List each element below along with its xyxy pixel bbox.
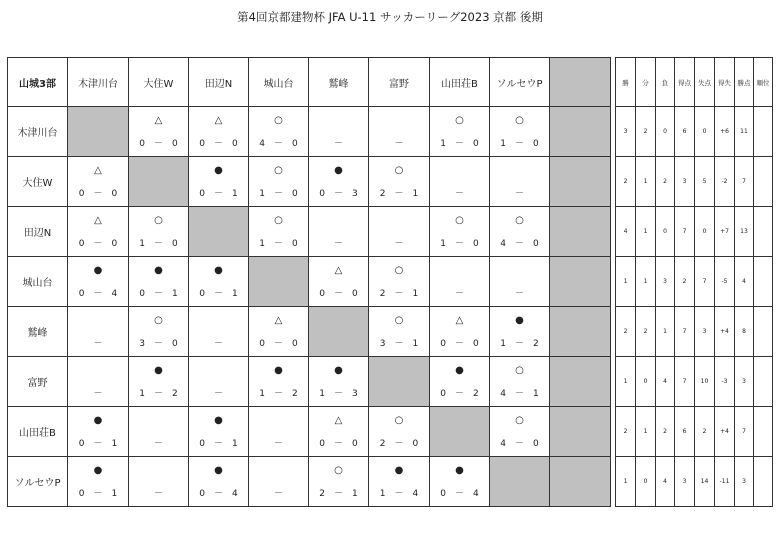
standings-row: [616, 107, 773, 157]
blank-cell: [550, 357, 611, 407]
stat-cell: 7: [675, 207, 695, 257]
result-mark: △: [94, 215, 102, 226]
match-cell: [68, 257, 129, 307]
team-row-label: 鷲峰: [8, 307, 68, 357]
result-mark: ●: [93, 465, 103, 476]
result-mark: ○: [274, 115, 283, 126]
standings-row: [616, 457, 773, 507]
result-mark: △: [274, 315, 283, 326]
match-score: 0 － 1: [199, 189, 238, 199]
match-score: 0 － 1: [78, 489, 118, 499]
match-score: 1 － 2: [139, 389, 178, 399]
team-column-header: 大住W: [129, 58, 189, 107]
stat-cell: [754, 407, 773, 457]
result-mark: ○: [515, 415, 524, 426]
result-mark: ●: [455, 465, 464, 476]
self-match-cell: [369, 357, 430, 407]
stat-cell: 8: [735, 307, 754, 357]
match-cell: [369, 307, 430, 357]
match-score: －: [394, 139, 404, 149]
result-mark: ●: [274, 365, 283, 376]
match-score: －: [454, 289, 464, 299]
match-score: 1 － 2: [259, 389, 298, 399]
stat-cell: -11: [715, 457, 735, 507]
result-mark: ●: [334, 165, 343, 176]
result-mark: ○: [455, 215, 464, 226]
result-mark: ○: [334, 465, 343, 476]
match-cell: [369, 407, 430, 457]
match-cell: [430, 107, 490, 157]
result-mark: △: [154, 115, 163, 126]
result-mark: ○: [394, 315, 404, 326]
team-row: [8, 307, 611, 357]
standings-row: [616, 207, 773, 257]
stat-cell: 4: [616, 207, 636, 257]
stat-cell: 7: [695, 257, 715, 307]
stat-header: 得失: [715, 58, 735, 107]
stat-cell: 3: [656, 257, 675, 307]
stat-cell: 2: [636, 307, 656, 357]
stat-header: 負: [656, 58, 675, 107]
match-score: 0 － 0: [319, 439, 358, 449]
match-cell: [68, 307, 129, 357]
match-score: －: [333, 139, 343, 149]
match-score: 0 － 1: [199, 289, 238, 299]
match-cell: [490, 157, 550, 207]
match-cell: [309, 357, 369, 407]
stat-cell: 1: [636, 407, 656, 457]
result-mark: △: [214, 115, 223, 126]
match-cell: [309, 107, 369, 157]
stat-cell: -2: [715, 157, 735, 207]
team-row: [8, 457, 611, 507]
self-match-cell: [309, 307, 369, 357]
stat-cell: 4: [735, 257, 754, 307]
match-cell: [430, 257, 490, 307]
match-cell: [129, 407, 189, 457]
match-score: 0 － 0: [199, 139, 238, 149]
result-mark: ●: [214, 165, 223, 176]
stat-cell: [754, 457, 773, 507]
stat-cell: 2: [656, 407, 675, 457]
team-column-header: 鷲峰: [309, 58, 369, 107]
match-cell: [369, 257, 430, 307]
standings-table: [615, 57, 773, 507]
match-score: 0 － 0: [440, 339, 479, 349]
stat-cell: 6: [675, 107, 695, 157]
result-mark: ○: [394, 265, 404, 276]
stat-cell: 2: [616, 157, 636, 207]
match-score: 2 － 0: [379, 439, 419, 449]
match-cell: [309, 257, 369, 307]
match-score: 0 － 4: [440, 489, 479, 499]
stat-cell: 0: [656, 207, 675, 257]
result-mark: ●: [334, 365, 343, 376]
match-cell: [129, 357, 189, 407]
blank-cell: [550, 157, 611, 207]
match-score: －: [333, 239, 343, 249]
stat-cell: 0: [695, 207, 715, 257]
result-mark: △: [334, 415, 343, 426]
match-cell: [369, 457, 430, 507]
stat-cell: 3: [616, 107, 636, 157]
team-row: [8, 157, 611, 207]
match-score: 1 － 2: [500, 339, 539, 349]
team-row-label: 城山台: [8, 257, 68, 307]
match-cell: [490, 357, 550, 407]
stat-cell: 1: [616, 357, 636, 407]
stat-cell: 7: [735, 157, 754, 207]
match-cell: [189, 457, 249, 507]
blank-cell: [550, 457, 611, 507]
result-mark: ○: [154, 315, 163, 326]
match-score: 1 － 4: [379, 489, 419, 499]
match-score: 3 － 1: [379, 339, 419, 349]
result-mark: ●: [154, 365, 163, 376]
standings-row: [616, 407, 773, 457]
stat-header: 得点: [675, 58, 695, 107]
result-mark: ●: [214, 465, 223, 476]
result-mark: ○: [455, 115, 464, 126]
result-mark: ○: [515, 115, 524, 126]
match-score: －: [514, 189, 524, 199]
match-cell: [490, 207, 550, 257]
match-cell: [249, 357, 309, 407]
stat-cell: 2: [675, 257, 695, 307]
match-score: 1 － 0: [440, 239, 479, 249]
match-score: －: [153, 489, 163, 499]
result-mark: ○: [274, 215, 283, 226]
result-mark: △: [455, 315, 464, 326]
match-cell: [129, 457, 189, 507]
stat-cell: 2: [636, 107, 656, 157]
self-match-cell: [490, 457, 550, 507]
match-score: 0 － 2: [440, 389, 479, 399]
match-score: －: [394, 239, 404, 249]
stat-cell: 0: [695, 107, 715, 157]
self-match-cell: [189, 207, 249, 257]
match-score: 2 － 1: [319, 489, 358, 499]
match-cell: [430, 457, 490, 507]
result-mark: ●: [515, 315, 524, 326]
stat-cell: 2: [616, 407, 636, 457]
match-cell: [68, 457, 129, 507]
result-mark: ○: [394, 165, 404, 176]
result-mark: △: [94, 165, 102, 176]
stat-cell: 4: [656, 457, 675, 507]
self-match-cell: [430, 407, 490, 457]
match-cell: [309, 157, 369, 207]
match-score: 4 － 0: [259, 139, 298, 149]
stat-cell: 1: [616, 257, 636, 307]
match-cell: [309, 207, 369, 257]
page-title: 第4回京都建物杯 JFA U-11 サッカーリーグ2023 京都 後期: [237, 10, 543, 24]
standings-row: [616, 307, 773, 357]
result-mark: ●: [394, 465, 404, 476]
stat-cell: 3: [695, 307, 715, 357]
team-row-label: 富野: [8, 357, 68, 407]
self-match-cell: [68, 107, 129, 157]
result-mark: ○: [154, 215, 163, 226]
blank-cell: [550, 257, 611, 307]
match-cell: [249, 457, 309, 507]
stat-cell: +4: [715, 307, 735, 357]
match-score: －: [514, 289, 524, 299]
match-cell: [249, 157, 309, 207]
blank-cell: [550, 207, 611, 257]
stat-cell: 5: [695, 157, 715, 207]
match-cell: [369, 107, 430, 157]
match-score: 4 － 1: [500, 389, 539, 399]
team-row: [8, 257, 611, 307]
result-mark: ○: [515, 215, 524, 226]
team-column-header: 城山台: [249, 58, 309, 107]
blank-cell: [550, 307, 611, 357]
match-score: 1 － 0: [440, 139, 479, 149]
team-column-header: ソルセウP: [490, 58, 550, 107]
stat-cell: 1: [636, 257, 656, 307]
stat-cell: 3: [675, 157, 695, 207]
match-cell: [189, 157, 249, 207]
stat-cell: 7: [675, 357, 695, 407]
result-mark: ●: [93, 265, 103, 276]
result-mark: ●: [214, 415, 223, 426]
match-cell: [430, 157, 490, 207]
team-row: [8, 357, 611, 407]
match-cell: [430, 357, 490, 407]
match-score: 1 － 3: [319, 389, 358, 399]
match-cell: [309, 457, 369, 507]
self-match-cell: [249, 257, 309, 307]
match-score: 3 － 0: [139, 339, 178, 349]
match-cell: [129, 257, 189, 307]
team-row: [8, 107, 611, 157]
team-column-header: 山田荘B: [430, 58, 490, 107]
match-score: －: [93, 389, 103, 399]
stat-cell: 10: [695, 357, 715, 407]
match-score: 0 － 0: [78, 239, 118, 249]
stat-cell: 1: [656, 307, 675, 357]
stat-cell: [754, 107, 773, 157]
stat-cell: 3: [675, 457, 695, 507]
match-score: －: [273, 489, 283, 499]
match-score: －: [213, 389, 223, 399]
league-label: 山城3部: [8, 58, 68, 107]
match-score: 0 － 0: [259, 339, 298, 349]
stat-cell: 1: [616, 457, 636, 507]
blank-cell: [550, 107, 611, 157]
stat-cell: 3: [735, 457, 754, 507]
stat-cell: 2: [695, 407, 715, 457]
result-mark: ●: [93, 415, 103, 426]
team-row-label: 大住W: [8, 157, 68, 207]
match-cell: [189, 307, 249, 357]
match-score: 0 － 1: [199, 439, 238, 449]
result-mark: ●: [214, 265, 223, 276]
result-mark: ●: [154, 265, 163, 276]
match-cell: [68, 207, 129, 257]
match-cell: [189, 257, 249, 307]
match-cell: [490, 307, 550, 357]
match-score: 0 － 0: [139, 139, 178, 149]
stat-header: 順位: [754, 58, 773, 107]
match-cell: [309, 407, 369, 457]
match-score: 0 － 0: [319, 289, 358, 299]
match-cell: [189, 107, 249, 157]
stat-cell: 14: [695, 457, 715, 507]
stat-cell: [754, 207, 773, 257]
match-score: 4 － 0: [500, 239, 539, 249]
stat-cell: 0: [636, 357, 656, 407]
result-mark: ○: [394, 415, 404, 426]
stat-cell: +7: [715, 207, 735, 257]
match-score: 0 － 4: [199, 489, 238, 499]
match-score: 4 － 0: [500, 439, 539, 449]
stat-cell: 13: [735, 207, 754, 257]
stat-cell: 2: [656, 157, 675, 207]
match-score: 0 － 3: [319, 189, 358, 199]
stat-cell: 6: [675, 407, 695, 457]
match-score: 1 － 0: [259, 239, 298, 249]
match-cell: [68, 357, 129, 407]
stat-cell: 4: [656, 357, 675, 407]
team-row: [8, 407, 611, 457]
stat-cell: 0: [636, 457, 656, 507]
match-cell: [490, 107, 550, 157]
match-cell: [369, 207, 430, 257]
match-cell: [369, 157, 430, 207]
standings-row: [616, 157, 773, 207]
result-mark: ○: [274, 165, 283, 176]
match-score: －: [153, 439, 163, 449]
standings-row: [616, 357, 773, 407]
stat-cell: +4: [715, 407, 735, 457]
team-row-label: 山田荘B: [8, 407, 68, 457]
stat-cell: +6: [715, 107, 735, 157]
match-score: 0 － 1: [78, 439, 118, 449]
match-cell: [68, 157, 129, 207]
match-score: －: [273, 439, 283, 449]
match-cell: [249, 407, 309, 457]
team-column-header: 田辺N: [189, 58, 249, 107]
match-score: 2 － 1: [379, 289, 419, 299]
match-cell: [249, 207, 309, 257]
stat-cell: [754, 257, 773, 307]
stat-cell: [754, 307, 773, 357]
match-score: 2 － 1: [379, 189, 419, 199]
match-score: －: [213, 339, 223, 349]
stat-cell: 11: [735, 107, 754, 157]
stat-cell: 1: [636, 207, 656, 257]
match-cell: [490, 407, 550, 457]
match-cell: [129, 307, 189, 357]
stat-cell: 1: [636, 157, 656, 207]
team-row-label: ソルセウP: [8, 457, 68, 507]
stat-cell: -5: [715, 257, 735, 307]
stat-cell: 7: [735, 407, 754, 457]
result-mark: ○: [515, 365, 524, 376]
standings-row: [616, 257, 773, 307]
match-cell: [129, 207, 189, 257]
match-results-table: [7, 57, 611, 507]
match-cell: [68, 407, 129, 457]
match-score: 1 － 0: [139, 239, 178, 249]
match-cell: [129, 107, 189, 157]
result-mark: △: [334, 265, 343, 276]
match-score: 0 － 0: [78, 189, 118, 199]
team-row: [8, 207, 611, 257]
match-score: －: [454, 189, 464, 199]
result-mark: ●: [455, 365, 464, 376]
stat-cell: [754, 357, 773, 407]
stat-header: 分: [636, 58, 656, 107]
stat-cell: 3: [735, 357, 754, 407]
team-column-header: 富野: [369, 58, 430, 107]
match-cell: [249, 307, 309, 357]
match-score: 0 － 4: [78, 289, 118, 299]
match-cell: [189, 357, 249, 407]
match-cell: [249, 107, 309, 157]
match-cell: [189, 407, 249, 457]
stat-header: 失点: [695, 58, 715, 107]
team-row-label: 田辺N: [8, 207, 68, 257]
match-cell: [430, 207, 490, 257]
stat-header: 勝点: [735, 58, 754, 107]
self-match-cell: [129, 157, 189, 207]
stat-cell: -3: [715, 357, 735, 407]
match-score: 1 － 0: [500, 139, 539, 149]
stat-cell: 7: [675, 307, 695, 357]
match-score: －: [93, 339, 103, 349]
blank-cell: [550, 407, 611, 457]
stat-cell: 2: [616, 307, 636, 357]
match-score: 1 － 0: [259, 189, 298, 199]
stat-header: 勝: [616, 58, 636, 107]
blank-header-cell: [550, 58, 611, 107]
match-cell: [490, 257, 550, 307]
stat-cell: [754, 157, 773, 207]
stat-cell: 0: [656, 107, 675, 157]
team-row-label: 木津川台: [8, 107, 68, 157]
match-cell: [430, 307, 490, 357]
team-column-header: 木津川台: [68, 58, 129, 107]
match-score: 0 － 1: [139, 289, 178, 299]
